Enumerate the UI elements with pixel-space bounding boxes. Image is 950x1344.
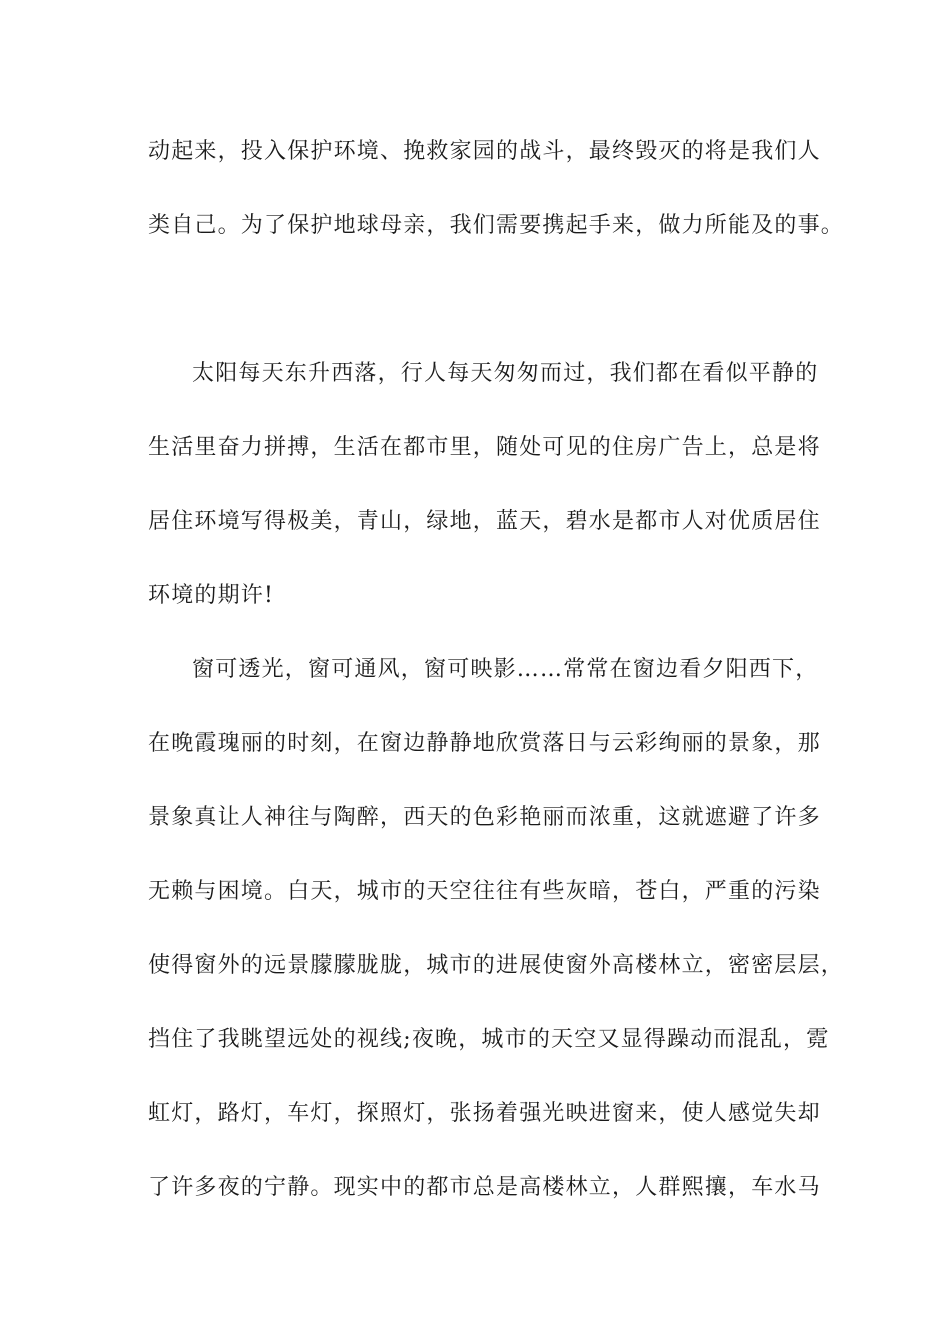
text-line: 环境的期许! (148, 583, 275, 608)
text-line: 了许多夜的宁静。现实中的都市总是高楼林立，人群熙攘，车水马 (148, 1175, 821, 1200)
text-line: 类自己。为了保护地球母亲，我们需要携起手来，做力所能及的事。 (148, 213, 845, 238)
text-line: 无赖与困境。白天，城市的天空往往有些灰暗，苍白，严重的污染 (148, 879, 821, 904)
text-line: 动起来，投入保护环境、挽救家园的战斗，最终毁灭的将是我们人 (148, 139, 821, 164)
paragraph-first-line: 窗可透光，窗可通风，窗可映影……常常在窗边看夕阳西下， (192, 657, 819, 682)
text-line: 挡住了我眺望远处的视线;夜晚，城市的天空又显得躁动而混乱，霓 (148, 1027, 830, 1052)
text-line: 虹灯，路灯，车灯，探照灯，张扬着强光映进窗来，使人感觉失却 (148, 1101, 821, 1126)
text-line: 使得窗外的远景朦朦胧胧，城市的进展使窗外高楼林立，密密层层， (148, 953, 845, 978)
text-line: 居住环境写得极美，青山，绿地，蓝天，碧水是都市人对优质居住 (148, 509, 821, 534)
text-line: 在晚霞瑰丽的时刻，在窗边静静地欣赏落日与云彩绚丽的景象，那 (148, 731, 821, 756)
text-line: 景象真让人神往与陶醉，西天的色彩艳丽而浓重，这就遮避了许多 (148, 805, 821, 830)
paragraph-first-line: 太阳每天东升西落，行人每天匆匆而过，我们都在看似平静的 (192, 361, 819, 386)
text-line: 生活里奋力拼搏，生活在都市里，随处可见的住房广告上，总是将 (148, 435, 821, 460)
